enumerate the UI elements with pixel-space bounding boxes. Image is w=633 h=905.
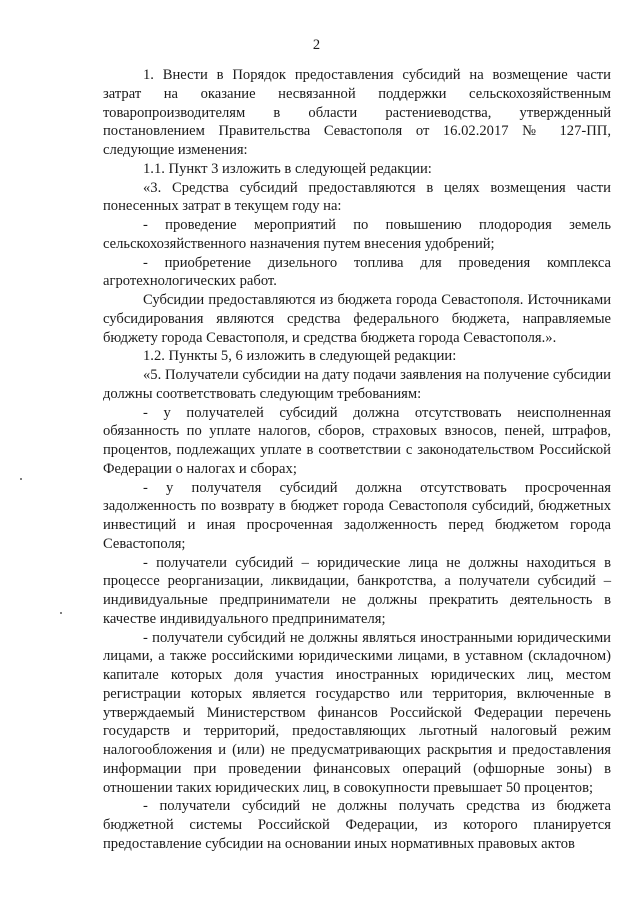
list-item-debt: - у получателя субсидий должна отсутствовать просроченная задолженность по возврату в бюджет города Севастополя субсидий, бюджетных инвестиций и иная просроченная задолженность перед бюджетом города Севастополя; — [103, 479, 611, 552]
paragraph-item-1-2: 1.2. Пункты 5, 6 изложить в следующей редакции: — [143, 348, 457, 365]
list-item-other-funds: - получатели субсидий не должны получать средства из бюджета бюджетной системы Российской Федерации, из которого планируется предоставление субсидии на основании иных нормативных правовых актов — [103, 798, 611, 852]
paragraph-subsidy-sources: Субсидии предоставляются из бюджета города Севастополя. Источниками субсидирования являются средства федерального бюджета, направляемые бюджету города Севастополя, и средства бюджета города Севастополя.». — [103, 292, 611, 346]
paragraph-item-3-quote: «3. Средства субсидий предоставляются в целях возмещения части понесенных затрат в текущем году на: — [103, 179, 611, 215]
paragraph-item-5-quote: «5. Получатели субсидии на дату подачи заявления на получение субсидии должны соответствовать следующим требованиям: — [103, 367, 611, 402]
list-item-reorganization: - получатели субсидий – юридические лица не должны находиться в процессе реорганизации, ликвидации, банкротства, а получатели субсидий – индивидуальные предприниматели не должны прекратить деятельность в качестве индивидуального предпринимателя; — [103, 554, 611, 627]
list-item-fertility: - проведение мероприятий по повышению плодородия земель сельскохозяйственного назначения путем внесения удобрений; — [103, 217, 611, 252]
scan-speck — [60, 612, 62, 614]
list-item-foreign-entities: - получатели субсидий не должны являться иностранными юридическими лицами, а также российскими юридическими лицами, в уставном (складочном) капитале которых доля участия иностранных юридических лиц, местом регистрации которых является государство или территория, включенные в утверждаемый Министерством финансов Российской Федерации перечень государств и территорий, предоставляющих льготный налоговый режим налогообложения и (или) не предусматривающих раскрытия и предоставления информации при проведении финансовых операций (офшорные зоны) в отношении таких юридических лиц, в совокупности превышает 50 процентов; — [103, 629, 611, 796]
document-body — [103, 66, 611, 854]
list-item-taxes: - у получателей субсидий должна отсутствовать неисполненная обязанность по уплате налогов, сборов, страховых взносов, пеней, штрафов, процентов, подлежащих уплате в соответствии с законодательством Российской Федерации о налогах и сборах; — [103, 404, 611, 477]
paragraph-item-1: 1. Внести в Порядок предоставления субсидий на возмещение части затрат на оказание несвязанной поддержки сельскохозяйственным товаропроизводителям в области растениеводства, утвержденный постановлением Правительства Севастополя от 16.02.2017 № 127-ПП, следующие изменения: — [103, 67, 611, 158]
scan-speck — [20, 478, 22, 480]
paragraph-item-1-1: 1.1. Пункт 3 изложить в следующей редакции: — [143, 160, 432, 177]
page-number: 2 — [312, 37, 321, 53]
list-item-diesel: - приобретение дизельного топлива для проведения комплекса агротехнологических работ. — [103, 254, 611, 290]
